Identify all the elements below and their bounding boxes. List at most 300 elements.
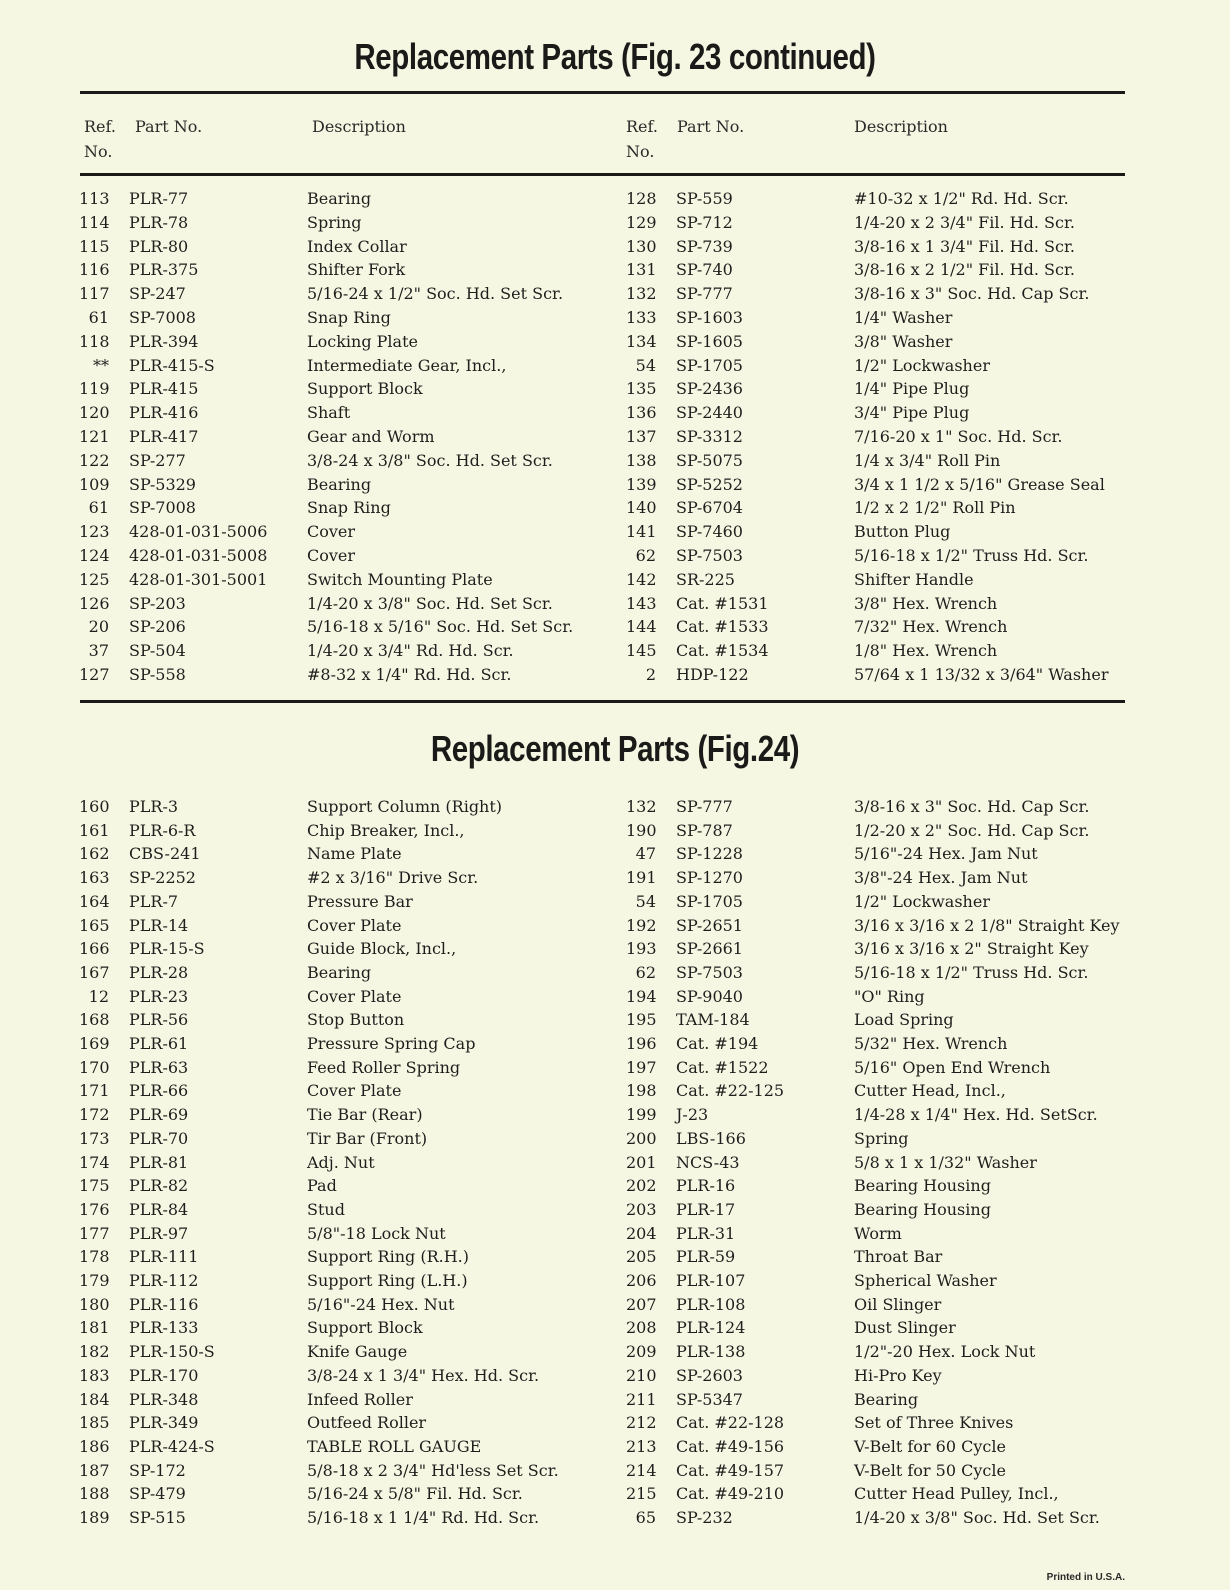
- ref-number: 164: [79, 891, 110, 911]
- part-description: Cover Plate: [307, 1081, 402, 1101]
- part-description: Pad: [307, 1176, 337, 1196]
- part-description: 5/8-18 x 2 3/4" Hd'less Set Scr.: [307, 1460, 559, 1480]
- part-number: PLR-82: [129, 1176, 189, 1196]
- part-description: Cover: [307, 522, 356, 542]
- ref-number: 140: [626, 498, 657, 518]
- ref-number: 12: [88, 986, 109, 1006]
- part-description: Intermediate Gear, Incl.,: [307, 355, 507, 375]
- section-title-fig23: Replacement Parts (Fig. 23 continued): [354, 36, 876, 77]
- part-description: Dust Slinger: [854, 1318, 956, 1338]
- ref-number: 188: [79, 1484, 110, 1504]
- ref-number: 200: [626, 1128, 657, 1148]
- part-description: 1/4" Pipe Plug: [854, 379, 970, 399]
- part-description: V-Belt for 60 Cycle: [854, 1436, 1006, 1456]
- ref-number: 180: [79, 1294, 110, 1314]
- ref-number: 125: [79, 569, 110, 589]
- part-number: SP-7503: [676, 962, 743, 982]
- part-description: Shaft: [307, 403, 351, 423]
- part-number: SP-1270: [676, 868, 743, 888]
- part-number: SP-6704: [676, 498, 743, 518]
- part-description: Tir Bar (Front): [307, 1128, 428, 1148]
- part-description: Bearing Housing: [854, 1176, 991, 1196]
- part-number: SP-515: [129, 1508, 186, 1527]
- part-number: Cat. #1534: [676, 641, 769, 661]
- part-description: Stop Button: [307, 1010, 405, 1030]
- fig23-bottom-rule: [80, 700, 1125, 703]
- ref-number: 212: [626, 1413, 657, 1433]
- part-number: SP-1705: [676, 355, 743, 375]
- part-description: 3/4" Pipe Plug: [854, 403, 970, 423]
- part-description: 3/8" Hex. Wrench: [854, 593, 998, 613]
- part-description: Chip Breaker, Incl.,: [307, 820, 465, 840]
- part-number: LBS-166: [676, 1128, 746, 1148]
- part-description: Bearing: [854, 1389, 919, 1409]
- ref-number: 198: [626, 1081, 657, 1101]
- part-description: Support Ring (R.H.): [307, 1247, 469, 1267]
- part-number: PLR-424-S: [129, 1436, 215, 1456]
- ref-number: 165: [79, 915, 110, 935]
- ref-number: 65: [635, 1508, 656, 1527]
- part-description: Shifter Fork: [307, 260, 406, 280]
- ref-number: 174: [79, 1152, 110, 1172]
- ref-number: 177: [79, 1223, 110, 1243]
- part-description: Adj. Nut: [307, 1152, 375, 1172]
- header-desc-left: Description: [312, 117, 406, 136]
- part-description: #2 x 3/16" Drive Scr.: [307, 868, 479, 888]
- ref-number: 179: [79, 1271, 110, 1290]
- part-number: Cat. #49-157: [676, 1460, 785, 1480]
- part-number: SP-5347: [676, 1389, 743, 1409]
- part-description: Button Plug: [854, 522, 951, 542]
- part-number: SP-1605: [676, 331, 743, 351]
- part-description: Worm: [854, 1223, 902, 1243]
- part-description: 5/16-24 x 1/2" Soc. Hd. Set Scr.: [307, 284, 564, 304]
- part-number: PLR-138: [676, 1342, 746, 1362]
- ref-number: 115: [79, 236, 110, 256]
- part-number: SP-247: [129, 284, 186, 304]
- ref-number: 161: [79, 820, 110, 840]
- part-number: Cat. #49-210: [676, 1484, 785, 1504]
- part-description: Shifter Handle: [854, 569, 974, 589]
- part-description: Oil Slinger: [854, 1294, 942, 1314]
- part-number: PLR-415: [129, 379, 199, 399]
- part-number: PLR-66: [129, 1081, 189, 1101]
- part-number: Cat. #1522: [676, 1057, 769, 1077]
- part-number: PLR-59: [676, 1247, 736, 1267]
- ref-number: 47: [635, 844, 656, 864]
- part-description: Spring: [854, 1128, 909, 1148]
- ref-number: 209: [626, 1342, 657, 1362]
- part-description: Tie Bar (Rear): [307, 1105, 423, 1125]
- part-description: 57/64 x 1 13/32 x 3/64" Washer: [854, 665, 1109, 684]
- part-description: 3/8-16 x 1 3/4" Fil. Hd. Scr.: [854, 236, 1075, 256]
- part-description: Load Spring: [854, 1010, 954, 1030]
- ref-number: 61: [88, 308, 109, 327]
- ref-number: 109: [79, 474, 110, 494]
- part-number: PLR-108: [676, 1294, 746, 1314]
- part-description: 1/8" Hex. Wrench: [854, 641, 998, 661]
- ref-number: 185: [79, 1413, 110, 1433]
- ref-number: 113: [79, 189, 110, 208]
- part-description: V-Belt for 50 Cycle: [854, 1460, 1006, 1480]
- part-number: PLR-16: [676, 1176, 736, 1196]
- ref-number: 131: [626, 260, 657, 280]
- ref-number: 210: [626, 1365, 657, 1385]
- ref-number: 142: [626, 569, 657, 589]
- part-number: SP-559: [676, 189, 733, 208]
- part-number: PLR-31: [676, 1223, 736, 1243]
- ref-number: 62: [635, 546, 656, 565]
- ref-number: 133: [626, 308, 657, 327]
- part-number: SP-479: [129, 1484, 186, 1504]
- ref-number: 190: [626, 820, 657, 840]
- part-description: 3/16 x 3/16 x 2 1/8" Straight Key: [854, 915, 1120, 935]
- ref-number: 117: [79, 284, 110, 304]
- ref-number: 172: [79, 1105, 110, 1125]
- part-description: 3/8"-24 Hex. Jam Nut: [854, 868, 1028, 888]
- part-number: 428-01-031-5006: [129, 522, 268, 542]
- ref-number: 136: [626, 403, 657, 423]
- part-description: 1/2-20 x 2" Soc. Hd. Cap Scr.: [854, 820, 1090, 840]
- part-number: PLR-112: [129, 1271, 199, 1290]
- ref-number: 202: [626, 1176, 657, 1196]
- part-description: 5/16" Open End Wrench: [854, 1057, 1051, 1077]
- ref-number: 194: [626, 986, 657, 1006]
- part-number: HDP-122: [676, 665, 749, 684]
- part-number: SP-206: [129, 617, 186, 637]
- part-description: 5/16-18 x 5/16" Soc. Hd. Set Scr.: [307, 617, 574, 637]
- ref-number: 124: [79, 546, 110, 565]
- header-part-left: Part No.: [135, 117, 203, 136]
- part-description: 1/2" Lockwasher: [854, 891, 990, 911]
- part-number: SP-5252: [676, 474, 743, 494]
- ref-number: 215: [626, 1484, 657, 1504]
- part-number: PLR-70: [129, 1128, 189, 1148]
- ref-number: 171: [79, 1081, 110, 1101]
- part-description: 1/4-28 x 1/4" Hex. Hd. SetScr.: [854, 1105, 1098, 1125]
- part-description: Infeed Roller: [307, 1389, 413, 1409]
- part-description: 7/32" Hex. Wrench: [854, 617, 1008, 637]
- part-number: SP-232: [676, 1508, 733, 1527]
- part-description: Bearing: [307, 189, 372, 208]
- header-part-right: Part No.: [677, 117, 745, 136]
- part-number: TAM-184: [676, 1010, 750, 1030]
- part-number: SP-9040: [676, 986, 743, 1006]
- part-number: SP-740: [676, 260, 733, 280]
- part-description: Cutter Head, Incl.,: [854, 1081, 1006, 1101]
- part-description: 3/8-24 x 3/8" Soc. Hd. Set Scr.: [307, 450, 553, 470]
- ref-number: 213: [626, 1436, 657, 1456]
- part-number: PLR-394: [129, 331, 199, 351]
- part-description: 1/4-20 x 3/8" Soc. Hd. Set Scr.: [307, 593, 553, 613]
- part-description: "O" Ring: [854, 986, 925, 1006]
- ref-number: 207: [626, 1294, 657, 1314]
- part-number: PLR-124: [676, 1318, 746, 1338]
- part-number: NCS-43: [676, 1152, 740, 1172]
- ref-number: 137: [626, 427, 657, 446]
- part-number: SP-1603: [676, 308, 743, 327]
- part-number: Cat. #1531: [676, 593, 769, 613]
- ref-number: 144: [626, 617, 657, 637]
- ref-number: 193: [626, 939, 657, 959]
- part-number: PLR-111: [129, 1247, 199, 1267]
- ref-number: 62: [635, 962, 656, 982]
- ref-number: 119: [79, 379, 110, 399]
- part-number: Cat. #49-156: [676, 1436, 785, 1456]
- ref-number: 121: [79, 427, 110, 446]
- ref-number: 114: [79, 212, 110, 232]
- part-description: 7/16-20 x 1" Soc. Hd. Scr.: [854, 427, 1063, 446]
- part-number: SP-504: [129, 641, 186, 661]
- part-number: 428-01-301-5001: [129, 569, 268, 589]
- part-number: SP-5075: [676, 450, 743, 470]
- ref-number: 206: [626, 1271, 657, 1290]
- ref-number: 175: [79, 1176, 110, 1196]
- part-description: Name Plate: [307, 844, 402, 864]
- part-description: Feed Roller Spring: [307, 1057, 461, 1077]
- header-desc-right: Description: [854, 117, 948, 136]
- ref-number: 203: [626, 1199, 657, 1219]
- part-description: 1/2"-20 Hex. Lock Nut: [854, 1342, 1036, 1362]
- part-description: 3/8-16 x 3" Soc. Hd. Cap Scr.: [854, 284, 1090, 304]
- part-number: PLR-417: [129, 427, 199, 446]
- part-number: PLR-56: [129, 1010, 189, 1030]
- part-number: SP-712: [676, 212, 733, 232]
- ref-number: 2: [645, 665, 656, 684]
- part-description: Hi-Pro Key: [854, 1365, 942, 1385]
- ref-number: 183: [79, 1365, 110, 1385]
- ref-number: 166: [79, 939, 110, 959]
- part-number: SP-7008: [129, 308, 196, 327]
- part-number: PLR-78: [129, 212, 189, 232]
- part-description: Cover Plate: [307, 986, 402, 1006]
- ref-number: 61: [88, 498, 109, 518]
- ref-number: 196: [626, 1034, 657, 1053]
- part-number: SP-787: [676, 820, 733, 840]
- ref-number: 205: [626, 1247, 657, 1267]
- top-rule: [80, 91, 1125, 94]
- part-number: Cat. #22-125: [676, 1081, 785, 1101]
- ref-number: 192: [626, 915, 657, 935]
- part-description: 1/4-20 x 2 3/4" Fil. Hd. Scr.: [854, 212, 1075, 232]
- ref-number: 170: [79, 1057, 110, 1077]
- ref-number: 132: [626, 797, 657, 816]
- ref-number: 211: [626, 1389, 657, 1409]
- part-description: Index Collar: [307, 236, 407, 256]
- ref-number: 120: [79, 403, 110, 423]
- part-number: PLR-133: [129, 1318, 199, 1338]
- ref-number: 186: [79, 1436, 110, 1456]
- part-description: 3/16 x 3/16 x 2" Straight Key: [854, 939, 1089, 959]
- ref-number: 199: [626, 1105, 657, 1125]
- ref-number: 139: [626, 474, 657, 494]
- part-number: PLR-14: [129, 915, 189, 935]
- ref-number: 162: [79, 844, 110, 864]
- part-number: PLR-84: [129, 1199, 189, 1219]
- part-number: SP-1228: [676, 844, 743, 864]
- part-number: PLR-349: [129, 1413, 199, 1433]
- part-number: PLR-6-R: [129, 820, 196, 840]
- part-description: 1/4" Washer: [854, 308, 953, 327]
- part-number: 428-01-031-5008: [129, 546, 268, 565]
- ref-number: 143: [626, 593, 657, 613]
- part-number: PLR-80: [129, 236, 189, 256]
- ref-number: 54: [635, 355, 656, 375]
- ref-number: 127: [79, 665, 110, 684]
- part-description: Support Ring (L.H.): [307, 1271, 468, 1290]
- ref-number: 132: [626, 284, 657, 304]
- part-description: Bearing: [307, 474, 372, 494]
- part-number: PLR-7: [129, 891, 179, 911]
- ref-number: 184: [79, 1389, 110, 1409]
- header-ref-right: Ref. No.: [626, 117, 658, 161]
- part-number: PLR-15-S: [129, 939, 205, 959]
- part-number: SP-2603: [676, 1365, 743, 1385]
- part-number: PLR-81: [129, 1152, 189, 1172]
- ref-number: 195: [626, 1010, 657, 1030]
- ref-number: 145: [626, 641, 657, 661]
- part-description: Knife Gauge: [307, 1342, 408, 1362]
- ref-number: **: [93, 355, 109, 375]
- ref-number: 197: [626, 1057, 657, 1077]
- part-description: 1/4 x 3/4" Roll Pin: [854, 450, 1001, 470]
- section-title-fig24: Replacement Parts (Fig.24): [430, 728, 800, 769]
- part-description: #8-32 x 1/4" Rd. Hd. Scr.: [307, 665, 512, 684]
- ref-number: 167: [79, 962, 110, 982]
- part-number: PLR-69: [129, 1105, 189, 1125]
- part-number: SP-2252: [129, 868, 196, 888]
- part-description: Bearing Housing: [854, 1199, 991, 1219]
- part-number: SP-2651: [676, 915, 743, 935]
- ref-number: 128: [626, 189, 657, 208]
- part-description: Cutter Head Pulley, Incl.,: [854, 1484, 1059, 1504]
- part-description: Gear and Worm: [307, 427, 435, 446]
- ref-number: 208: [626, 1318, 657, 1338]
- part-description: 5/16-24 x 5/8" Fil. Hd. Scr.: [307, 1484, 523, 1504]
- part-number: SP-277: [129, 450, 186, 470]
- header-ref-left: Ref. No.: [84, 117, 116, 161]
- part-number: PLR-77: [129, 189, 189, 208]
- part-description: 3/8-24 x 1 3/4" Hex. Hd. Scr.: [307, 1365, 540, 1385]
- part-description: Pressure Bar: [307, 891, 413, 911]
- part-description: 5/16-18 x 1 1/4" Rd. Hd. Scr.: [307, 1508, 540, 1527]
- part-description: 5/8"-18 Lock Nut: [307, 1223, 446, 1243]
- part-description: 5/8 x 1 x 1/32" Washer: [854, 1152, 1037, 1172]
- part-description: Spring: [307, 212, 362, 232]
- part-number: PLR-63: [129, 1057, 189, 1077]
- part-number: SP-1705: [676, 891, 743, 911]
- ref-number: 169: [79, 1034, 110, 1053]
- part-description: Cover: [307, 546, 356, 565]
- part-number: PLR-97: [129, 1223, 189, 1243]
- part-number: SP-7008: [129, 498, 196, 518]
- part-description: Support Block: [307, 379, 423, 399]
- ref-number: 138: [626, 450, 657, 470]
- ref-number: 176: [79, 1199, 110, 1219]
- part-number: SP-3312: [676, 427, 743, 446]
- part-description: 1/2 x 2 1/2" Roll Pin: [854, 498, 1016, 518]
- printed-in-note: Printed in U.S.A.: [1046, 1572, 1125, 1583]
- part-description: 5/16-18 x 1/2" Truss Hd. Scr.: [854, 962, 1089, 982]
- part-number: PLR-28: [129, 962, 189, 982]
- part-number: J-23: [676, 1105, 709, 1125]
- part-number: PLR-415-S: [129, 355, 215, 375]
- ref-number: 141: [626, 522, 657, 542]
- ref-number: 201: [626, 1152, 657, 1172]
- part-number: SP-2436: [676, 379, 743, 399]
- part-description: Support Block: [307, 1318, 423, 1338]
- part-number: PLR-150-S: [129, 1342, 215, 1362]
- ref-number: 182: [79, 1342, 110, 1362]
- ref-number: 160: [79, 797, 110, 816]
- part-description: Guide Block, Incl.,: [307, 939, 457, 959]
- part-number: PLR-348: [129, 1389, 199, 1409]
- ref-number: 37: [88, 641, 109, 661]
- part-number: SP-172: [129, 1460, 186, 1480]
- part-number: SP-2440: [676, 403, 743, 423]
- ref-number: 189: [79, 1508, 110, 1527]
- ref-number: 173: [79, 1128, 110, 1148]
- part-description: Snap Ring: [307, 308, 391, 327]
- part-number: PLR-23: [129, 986, 189, 1006]
- ref-number: 187: [79, 1460, 110, 1480]
- ref-number: 214: [626, 1460, 657, 1480]
- part-number: SP-558: [129, 665, 186, 684]
- part-description: 3/8-16 x 3" Soc. Hd. Cap Scr.: [854, 797, 1090, 816]
- part-description: 1/4-20 x 3/8" Soc. Hd. Set Scr.: [854, 1508, 1100, 1527]
- ref-number: 20: [88, 617, 109, 637]
- part-description: 5/16"-24 Hex. Nut: [307, 1294, 455, 1314]
- part-number: CBS-241: [129, 844, 201, 864]
- part-description: Spherical Washer: [854, 1271, 997, 1290]
- part-description: 1/2" Lockwasher: [854, 355, 990, 375]
- part-description: Switch Mounting Plate: [307, 569, 493, 589]
- part-description: Outfeed Roller: [307, 1413, 427, 1433]
- part-number: SP-7460: [676, 522, 743, 542]
- part-number: SP-777: [676, 797, 733, 816]
- part-description: Locking Plate: [307, 331, 418, 351]
- part-description: TABLE ROLL GAUGE: [307, 1436, 482, 1456]
- part-number: PLR-170: [129, 1365, 199, 1385]
- part-description: Throat Bar: [854, 1247, 943, 1267]
- header-rule: [80, 173, 1125, 176]
- part-description: Set of Three Knives: [854, 1413, 1014, 1433]
- ref-number: 129: [626, 212, 657, 232]
- part-number: PLR-61: [129, 1034, 189, 1053]
- ref-number: 122: [79, 450, 110, 470]
- ref-number: 191: [626, 868, 657, 888]
- part-description: Snap Ring: [307, 498, 391, 518]
- part-description: #10-32 x 1/2" Rd. Hd. Scr.: [854, 189, 1069, 208]
- part-description: 5/32" Hex. Wrench: [854, 1034, 1008, 1053]
- part-number: SP-7503: [676, 546, 743, 565]
- part-description: 3/8-16 x 2 1/2" Fil. Hd. Scr.: [854, 260, 1075, 280]
- ref-number: 123: [79, 522, 110, 542]
- ref-number: 135: [626, 379, 657, 399]
- part-number: SP-739: [676, 236, 733, 256]
- ref-number: 54: [635, 891, 656, 911]
- ref-number: 168: [79, 1010, 110, 1030]
- part-description: Cover Plate: [307, 915, 402, 935]
- ref-number: 130: [626, 236, 657, 256]
- ref-number: 116: [79, 260, 110, 280]
- part-number: Cat. #22-128: [676, 1413, 785, 1433]
- part-description: Stud: [307, 1199, 345, 1219]
- ref-number: 118: [79, 331, 110, 351]
- part-number: SP-777: [676, 284, 733, 304]
- ref-number: 126: [79, 593, 110, 613]
- part-number: SP-2661: [676, 939, 743, 959]
